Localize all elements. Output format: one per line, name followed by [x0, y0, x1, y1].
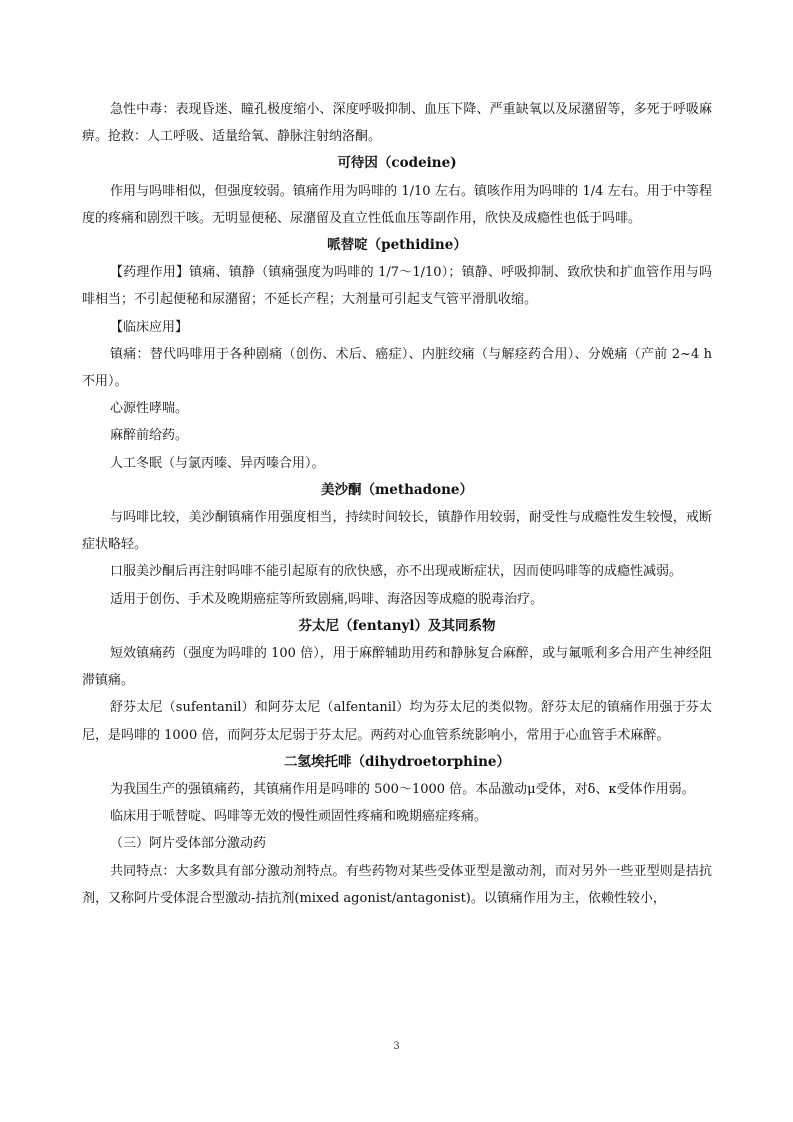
methadone-oral-paragraph: 口服美沙酮后再注射吗啡不能引起原有的欣快感，亦不出现戒断症状，因而使吗啡等的成瘾性减弱。 — [110, 564, 683, 580]
codeine-paragraph: 作用与吗啡相似，但强度较弱。镇痛作用为吗啡的 1/10 左右。镇咳作用为吗啡的 1/4 左右。用于中等程度的疼痛和剧烈干咳。无明显便秘、尿潴留及直立性低血压等副作用，欣快及成瘾性也低于吗啡。 — [82, 183, 712, 226]
partial-agonist-paragraph: 共同特点：大多数具有部分激动剂特点。有些药物对某些受体亚型是激动剂，而对另外一些亚型则是拮抗剂，又称阿片受体混合型激动-拮抗剂(mixed agonist/antagonist)。以镇痛作用为主，依赖性较小， — [82, 863, 712, 906]
fentanyl-paragraph: 短效镇痛药（强度为吗啡的 100 倍），用于麻醉辅助用药和静脉复合麻醉，或与氟哌利多合用产生神经阻滞镇痛。 — [82, 646, 712, 689]
methadone-compare-paragraph: 与吗啡比较，美沙酮镇痛作用强度相当，持续时间较长，镇静作用较弱，耐受性与成瘾性发生较慢，戒断症状略轻。 — [82, 510, 712, 553]
dihydroetorphine-heading: 二氢埃托啡（dihydroetorphine） — [283, 753, 510, 770]
clinical-use-label: 【临床应用】 — [110, 319, 189, 335]
cardiac-asthma-item: 心源性哮喘。 — [110, 401, 189, 417]
acute-poisoning-paragraph: 急性中毒：表现昏迷、瞳孔极度缩小、深度呼吸抑制、血压下降、严重缺氧以及尿潴留等，多死于呼吸麻痹。抢救：人工呼吸、适量给氧、静脉注射纳洛酮。 — [82, 102, 712, 145]
section-three-heading: （三）阿片受体部分激动药 — [110, 836, 267, 852]
dihydroetorphine-paragraph: 为我国生产的强镇痛药，其镇痛作用是吗啡的 500～1000 倍。本品激动μ受体，对δ、κ受体作用弱。 — [110, 782, 695, 798]
codeine-heading: 可待因（codeine) — [337, 155, 457, 172]
pethidine-heading: 哌替啶（pethidine） — [327, 237, 467, 254]
pethidine-pharmacology-paragraph: 【药理作用】镇痛、镇静（镇痛强度为吗啡的 1/7～1/10）；镇静、呼吸抑制、致欣快和扩血管作用与吗啡相当；不引起便秘和尿潴留；不延长产程；大剂量可引起支气管平滑肌收缩。 — [82, 265, 712, 308]
premedication-item: 麻醉前给药。 — [110, 428, 189, 444]
page-content — [82, 96, 712, 912]
artificial-hibernation-item: 人工冬眠（与氯丙嗪、异丙嗪合用）。 — [110, 455, 325, 471]
dihydroetorphine-clinical-paragraph: 临床用于哌替啶、吗啡等无效的慢性顽固性疼痛和晚期癌症疼痛。 — [110, 809, 488, 825]
page-number: 3 — [393, 1041, 400, 1052]
fentanyl-heading: 芬太尼（fentanyl）及其同系物 — [298, 617, 496, 634]
analgesia-paragraph: 镇痛：替代吗啡用于各种剧痛（创伤、术后、癌症）、内脏绞痛（与解痉药合用）、分娩痛（产前 2~4 h 不用）。 — [82, 346, 712, 390]
sufentanil-paragraph: 舒芬太尼（sufentanil）和阿芬太尼（alfentanil）均为芬太尼的类似物。舒芬太尼的镇痛作用强于芬太尼，是吗啡的 1000 倍，而阿芬太尼弱于芬太尼。两药对心血管系统影响小，常用于心血管手术麻醉。 — [82, 700, 712, 743]
methadone-indication-paragraph: 适用于创伤、手术及晚期癌症等所致剧痛,吗啡、海洛因等成瘾的脱毒治疗。 — [110, 591, 544, 607]
methadone-heading: 美沙酮（methadone） — [320, 481, 474, 498]
